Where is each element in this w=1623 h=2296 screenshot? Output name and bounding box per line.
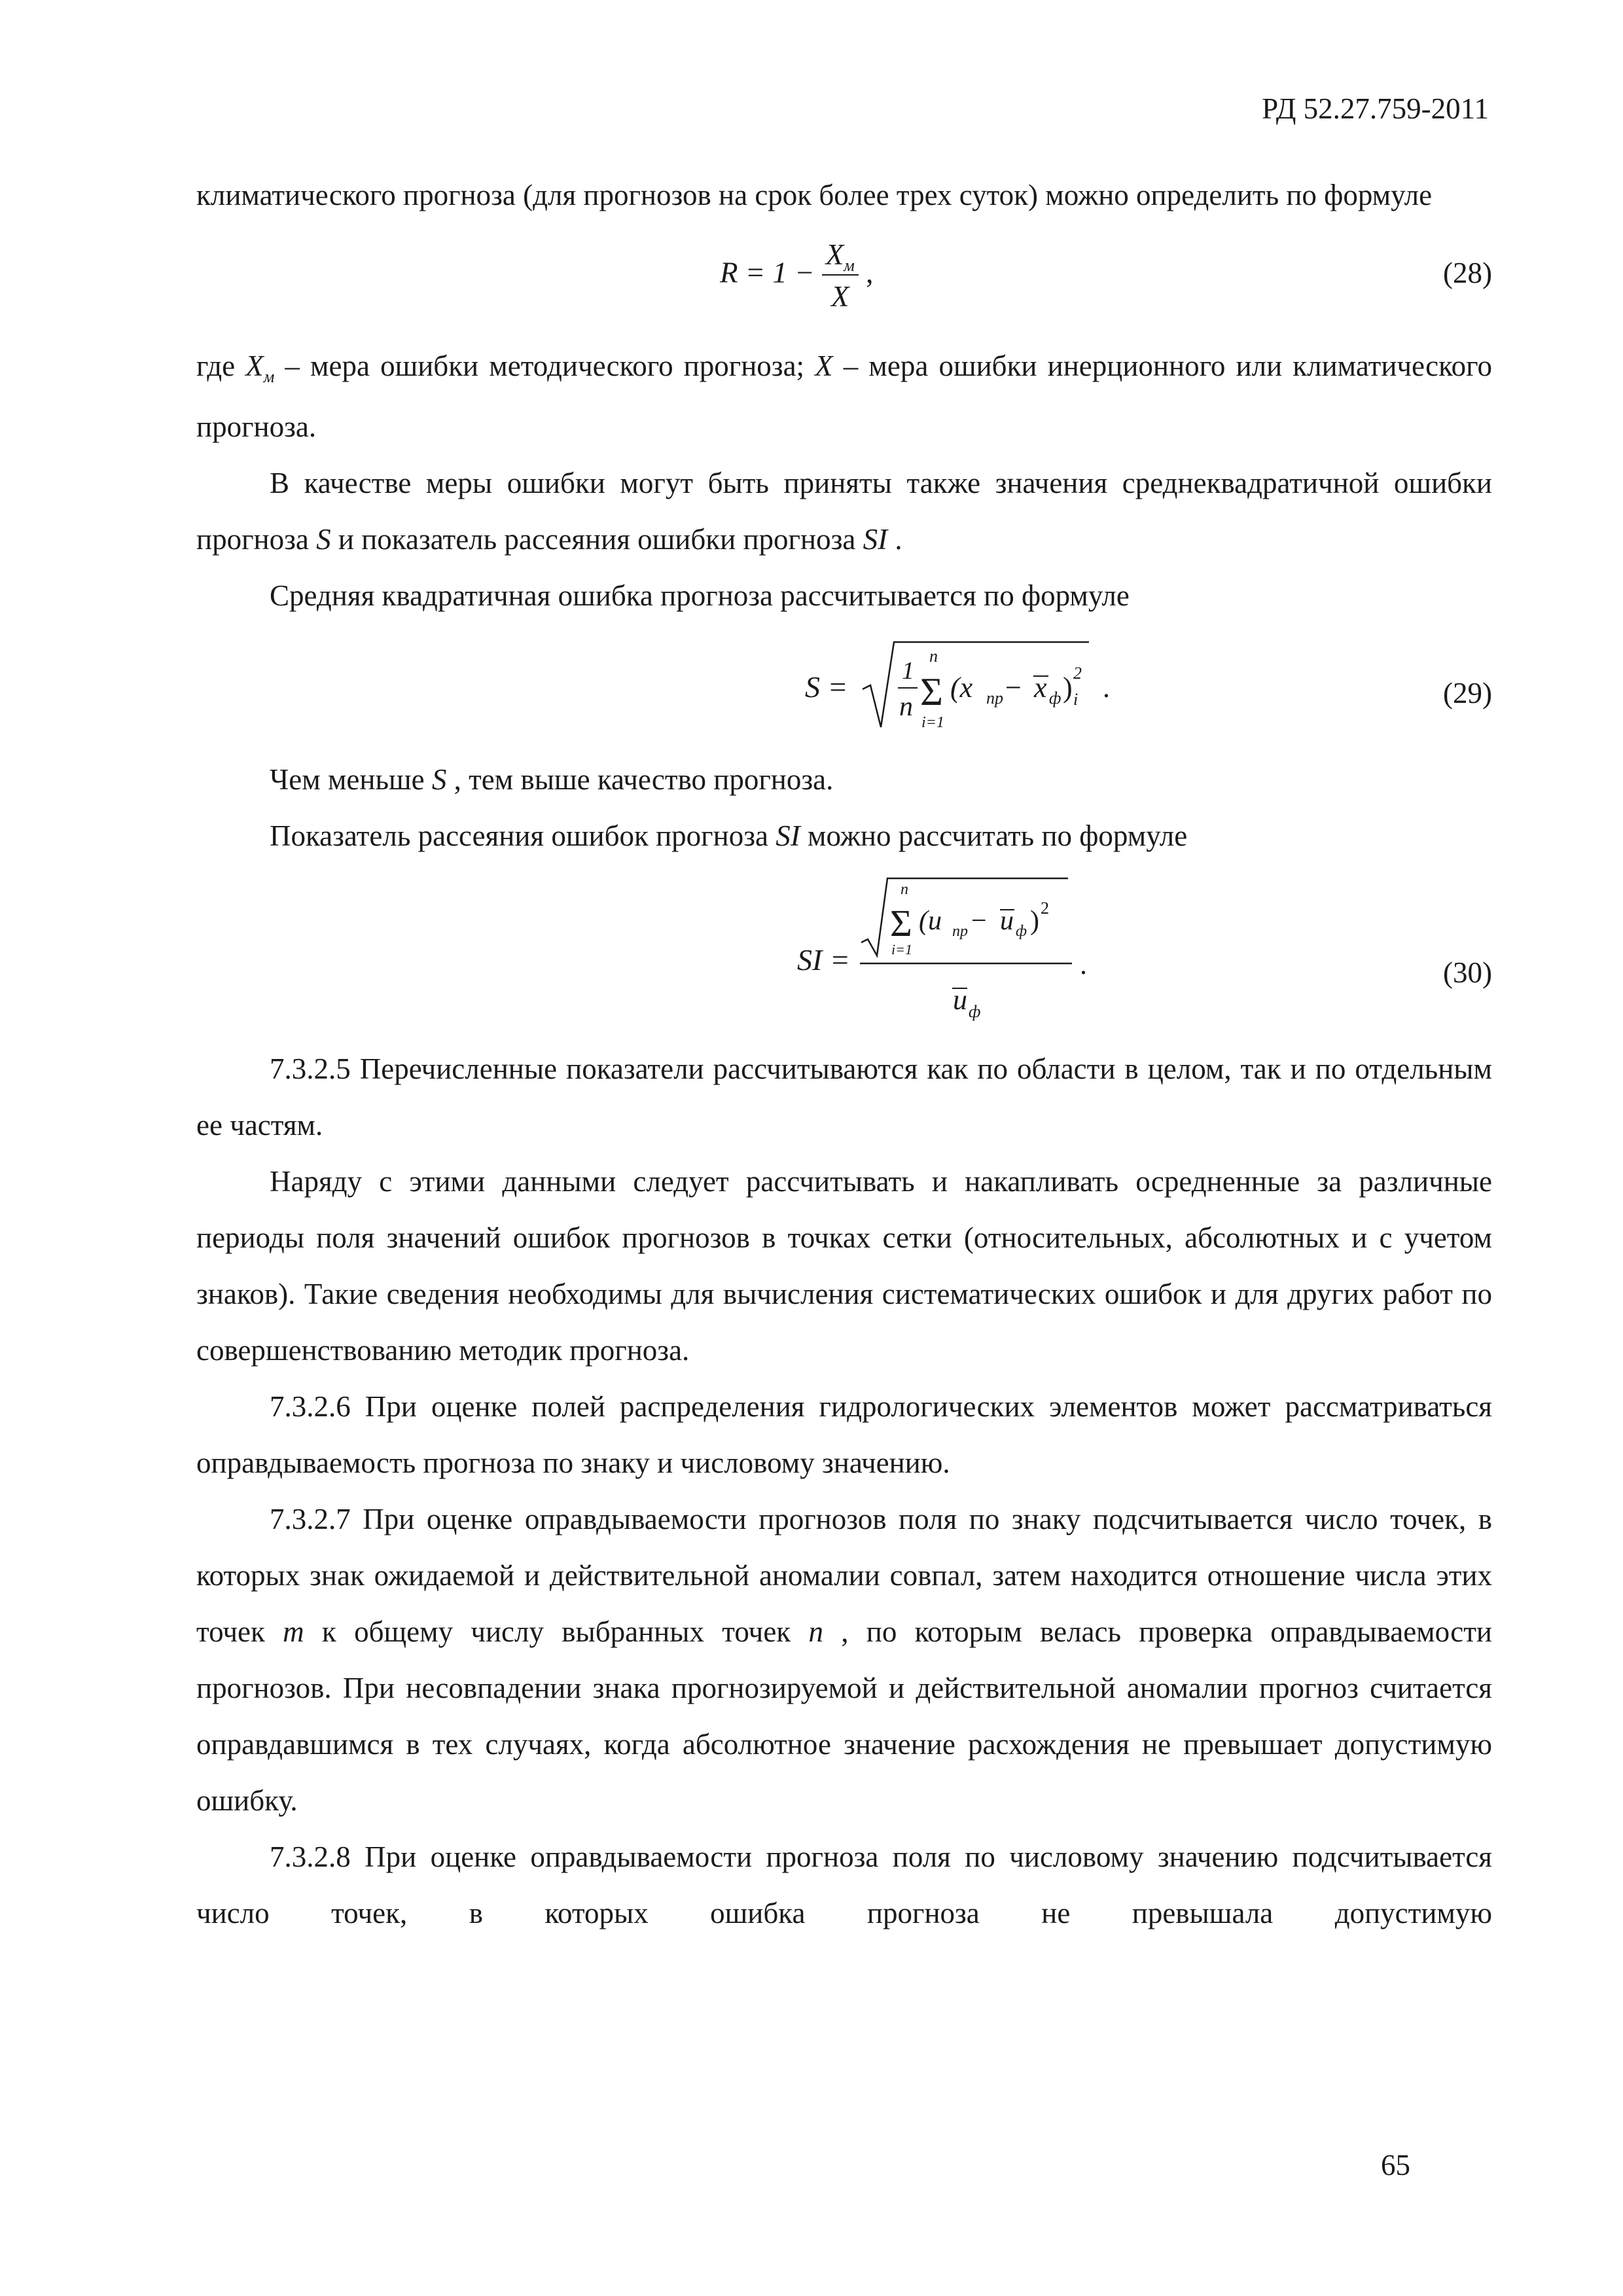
- formula-30-den: u: [953, 984, 967, 1016]
- paragraph-scatter-index: [196, 808, 1492, 864]
- paragraph-7-3-2-8: 7.3.2.8 При оценке оправдываемости прогноза поля по числовому значению подсчитывается число точек, в которых ошибка прогноза не превышала допустимую: [196, 1840, 1492, 1929]
- symbol-n: n: [808, 1615, 823, 1648]
- paragraph-smaller-s-a: Чем меньше: [270, 763, 432, 796]
- formula-29-number: (29): [1443, 677, 1492, 709]
- symbol-si: SI: [863, 523, 888, 556]
- formula-30-ubar: u: [1000, 906, 1014, 936]
- formula-28-denominator: X: [831, 280, 849, 313]
- symbol-x: X: [245, 350, 264, 382]
- paragraph-mean-square: Средняя квадратичная ошибка прогноза рассчитывается по формуле: [270, 579, 1130, 612]
- paragraph-error-measure: [196, 455, 1492, 567]
- formula-30-close: ): [1030, 906, 1039, 936]
- symbol-x-sub: м: [263, 367, 275, 386]
- paragraph-intro: климатического прогноза (для прогнозов на срок более трех суток) можно определить по формуле: [196, 179, 1433, 211]
- paragraph-where-c: – мера ошибки инерционного или климатического прогноза.: [196, 350, 1493, 443]
- formula-29-body: (x: [950, 672, 973, 704]
- formula-29-sub-pr: пр: [986, 689, 1003, 708]
- formula-30-sub-f: ф: [1016, 923, 1027, 940]
- formula-29-close: ): [1063, 672, 1073, 704]
- symbol-x-2: X: [815, 350, 833, 382]
- formula-28-fraction: [822, 238, 859, 314]
- symbol-s-2: S: [431, 763, 447, 796]
- formula-29-sub-i: i: [1073, 690, 1079, 709]
- formula-29-lhs: S =: [805, 670, 848, 704]
- formula-29-sum-lower: i=1: [921, 714, 944, 731]
- formula-29-svg: [196, 624, 1492, 751]
- formula-29-sup: 2: [1073, 664, 1082, 683]
- formula-29-minus: −: [1005, 672, 1022, 704]
- document-code: РД 52.27.759-2011: [1262, 92, 1489, 125]
- paragraph-smaller-s-b: , тем выше качество прогноза.: [446, 763, 834, 796]
- formula-30-number: (30): [1443, 956, 1492, 989]
- formula-29-n: n: [899, 692, 913, 722]
- formula-28-numerator: X: [825, 238, 844, 271]
- formula-29-one: 1: [902, 657, 914, 685]
- formula-29-radical: [863, 642, 1089, 727]
- formula-30-sup: 2: [1041, 899, 1049, 918]
- formula-30-sum-icon: Σ: [890, 902, 912, 944]
- formula-29-sum-upper: n: [929, 647, 938, 666]
- paragraph-7-3-2-7-a: 7.3.2.7 При оценке оправдываемости прогнозов поля по знаку подсчитывается число точек, в которых знак ожидаемой и действительной аномалии совпал, затем находится отношение числа этих точек: [196, 1503, 1492, 1648]
- symbol-si-2: SI: [776, 819, 800, 852]
- formula-29-sum-icon: Σ: [920, 670, 943, 713]
- paragraph-7-3-2-5: 7.3.2.5 Перечисленные показатели рассчитываются как по области в целом, так и по отдельным ее частям.: [196, 1052, 1492, 1141]
- paragraph-error-measure-a: В качестве меры ошибки могут быть приняты также значения среднеквадратичной ошибки прогноза: [196, 467, 1492, 556]
- formula-29: [196, 624, 1492, 751]
- paragraph-along-with: Наряду с этими данными следует рассчитывать и накапливать осредненные за различные периоды поля значений ошибок прогнозов в точках сетки (относительных, абсолютных и с учетом знаков). Такие сведения необходимы для вычисления систематических ошибок и для других работ по совершенствованию методик прогноза.: [196, 1165, 1492, 1367]
- formula-28-trail: ,: [866, 256, 874, 289]
- formula-30-sum-upper: n: [901, 881, 908, 898]
- paragraph-error-measure-b: и показатель рассеяния ошибки прогноза: [330, 523, 863, 556]
- formula-28: [196, 223, 1492, 338]
- formula-28-lhs: R = 1 −: [720, 256, 815, 289]
- paragraph-error-measure-c: .: [887, 523, 902, 556]
- formula-30-den-sub: ф: [969, 1002, 981, 1021]
- paragraph-smaller-s: [196, 751, 1492, 808]
- document-body: [196, 167, 1492, 1941]
- paragraph-7-3-2-6: 7.3.2.6 При оценке полей распределения гидрологических элементов может рассматриваться оправдываемость прогноза по знаку и числовому значению.: [196, 1390, 1492, 1479]
- paragraph-scatter-index-b: можно рассчитать по формуле: [800, 819, 1188, 852]
- paragraph-where-a: где: [196, 350, 246, 382]
- formula-28-expression: [720, 238, 873, 314]
- formula-28-numerator-sub: м: [844, 256, 855, 275]
- paragraph-scatter-index-a: Показатель рассеяния ошибок прогноза: [270, 819, 776, 852]
- formula-30-svg: [196, 864, 1492, 1041]
- paragraph-7-3-2-7-c: , по которым велась проверка оправдываемости прогнозов. При несовпадении знака прогнозируемой и действительной аномалии прогноз считается оправдавшимся в тех случаях, когда абсолютное значение расхождения не превышает допустимую ошибку.: [196, 1615, 1492, 1817]
- formula-30-lhs: SI =: [797, 943, 850, 977]
- formula-30: [196, 864, 1492, 1041]
- symbol-m: m: [283, 1615, 304, 1648]
- formula-29-trail: .: [1103, 672, 1110, 704]
- formula-30-trail: .: [1080, 948, 1087, 980]
- formula-28-number: (28): [1443, 257, 1492, 289]
- formula-30-sub-pr: пр: [952, 923, 968, 940]
- symbol-s: S: [316, 523, 331, 556]
- paragraph-7-3-2-7-b: к общему числу выбранных точек: [304, 1615, 809, 1648]
- formula-30-minus: −: [971, 906, 987, 936]
- formula-29-sub-f: ф: [1049, 689, 1061, 708]
- page-number: 65: [1381, 2149, 1410, 2181]
- paragraph-7-3-2-7: [196, 1491, 1492, 1829]
- formula-29-xbar: x: [1034, 672, 1047, 704]
- paragraph-where-b: – мера ошибки методического прогноза;: [285, 350, 815, 382]
- formula-30-open: (u: [919, 906, 942, 936]
- formula-30-sum-lower: i=1: [891, 941, 912, 958]
- paragraph-where: [196, 338, 1492, 455]
